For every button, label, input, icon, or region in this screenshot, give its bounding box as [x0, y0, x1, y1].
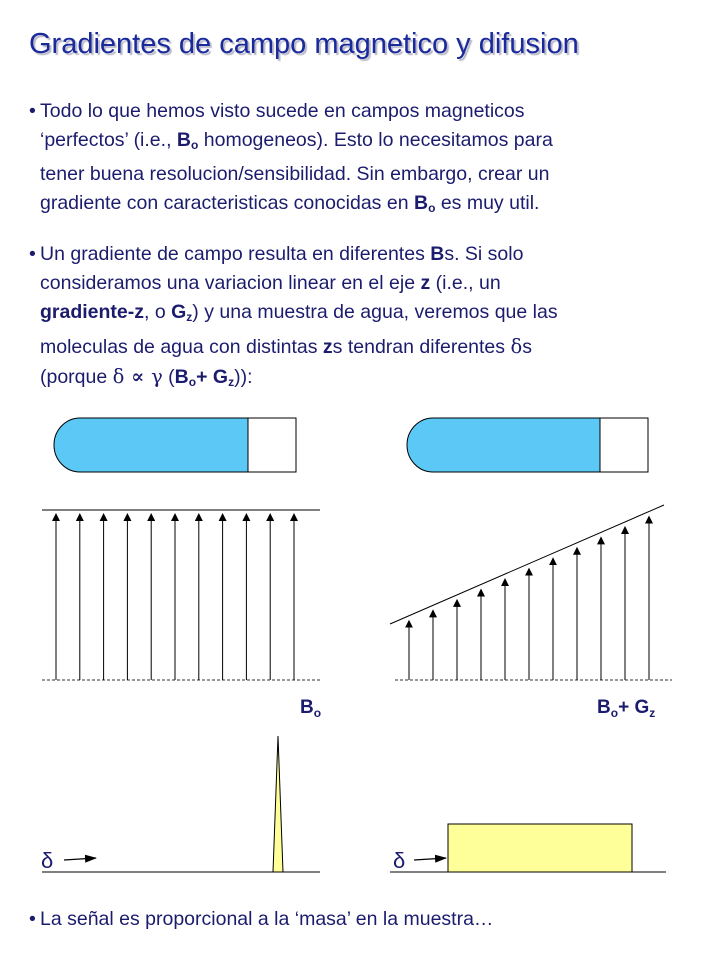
text-run: s	[522, 336, 532, 358]
b-symbol: B	[430, 243, 445, 265]
bullet-marker: •	[29, 243, 36, 265]
g-symbol: G	[171, 301, 187, 323]
broad-spectral-band	[448, 824, 632, 872]
plus-sign: +	[196, 366, 213, 388]
subscript: z	[186, 310, 193, 324]
delta-label-right: δ	[393, 848, 406, 873]
sample-tube-right	[407, 418, 648, 472]
text-line: tener buena resolucion/sensibilidad. Sin embargo, crear un	[40, 163, 550, 185]
text-run: (i.e., un	[430, 272, 501, 294]
delta-label-left: δ	[41, 848, 54, 873]
delta-symbol: δ	[112, 365, 125, 388]
text-run: , o	[144, 301, 172, 323]
empty-tube-segment-right	[600, 418, 648, 472]
text-run: (	[162, 366, 175, 388]
label-bo-plus-gz: $B_o+ G_z$	[597, 697, 656, 720]
b-symbol: B	[174, 366, 189, 388]
narrow-spectral-peak	[273, 736, 283, 872]
bullet-paragraph-3	[29, 905, 493, 934]
delta-symbol: δ	[510, 335, 523, 358]
text-run: s. Si solo	[444, 243, 524, 265]
gamma-symbol: γ	[151, 365, 163, 388]
sample-tube-left	[54, 418, 296, 472]
g-symbol: G	[212, 366, 229, 388]
text-run: s tendran diferentes	[332, 336, 511, 358]
text-run: (porque	[40, 366, 113, 388]
field-arrows-left	[56, 517, 294, 680]
text-run: moleculas de agua con distintas	[40, 336, 323, 358]
text-run: Un gradiente de campo resulta en diferentes	[40, 243, 431, 265]
b-symbol: B	[176, 129, 192, 151]
delta-arrow-left	[64, 858, 96, 860]
text-run: )):	[234, 366, 253, 388]
subscript: z	[228, 375, 235, 389]
empty-tube-segment-left	[248, 418, 296, 472]
subscript: o	[188, 375, 197, 389]
label-bo: $B_o$	[300, 697, 322, 720]
text-line: Todo lo que hemos visto sucede en campos magneticos	[40, 100, 525, 122]
text-run: gradiente con caracteristicas conocidas en	[40, 192, 414, 214]
text-run: es muy util.	[435, 192, 540, 214]
proportional-symbol: ∝	[124, 365, 152, 388]
page-title: Gradientes de campo magnetico y difusion	[29, 28, 579, 60]
b-symbol: B	[413, 192, 429, 214]
text-run: ) y una muestra de agua, veremos que las	[192, 301, 558, 323]
bullet-marker: •	[29, 100, 36, 122]
water-sample-right	[407, 418, 600, 472]
gradient-line-right	[390, 505, 664, 624]
bullet-marker: •	[29, 908, 36, 930]
text-run: ‘perfectos’ (i.e.,	[40, 129, 177, 151]
water-sample-left	[54, 418, 248, 472]
delta-arrow-right	[414, 858, 446, 860]
subscript: o	[191, 138, 199, 152]
z-symbol: z	[420, 272, 431, 294]
subscript: o	[428, 201, 436, 215]
text-run: homogeneos). Esto lo necesitamos para	[198, 129, 553, 151]
z-symbol: z	[322, 336, 333, 358]
text-line: La señal es proporcional a la ‘masa’ en la muestra…	[40, 908, 494, 930]
text-run: consideramos una variacion linear en el eje	[40, 272, 421, 294]
gradient-z-term: gradiente-z	[40, 301, 145, 323]
